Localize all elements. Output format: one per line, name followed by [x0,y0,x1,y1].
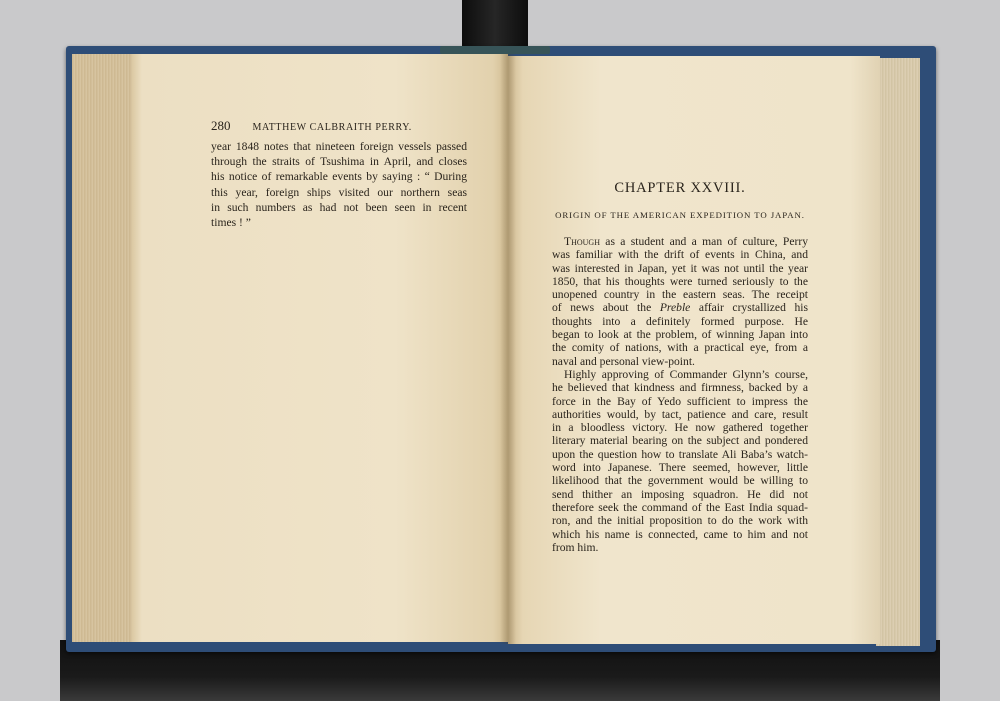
text-line: the comity of nations, with a practical eye, from a [552,341,808,355]
left-page-text [211,139,467,230]
italic-ship-name: Preble [659,301,691,315]
text-line: ron, and the initial proposition to do the work with [552,514,808,528]
text-line: upon the question how to translate Ali Baba’s watch- [552,447,808,461]
text-line: in a bloodless victory. He now gathered together [552,421,808,435]
right-page-edges [876,58,920,646]
text-line: in such numbers as had not been seen in recent [211,200,467,214]
right-page-text [552,235,808,554]
text-line: authorities would, by tact, patience and care, result [552,407,808,421]
text-line: year 1848 notes that nineteen foreign vessels passed [211,140,467,153]
text-line: naval and personal view-point. [552,354,695,368]
text-line: likelihood that the government would be willing to [552,474,808,488]
page-number: 280 [211,118,231,133]
spine-stitching [440,46,550,54]
text-line: thoughts into a definitely formed purpose. He [552,314,808,328]
text-line: was interested in Japan, yet it was not until the year [552,261,808,275]
text-line: send thither an imposing squadron. He did not [552,487,808,501]
text-line: force in the Bay of Yedo sufficient to impress the [552,394,808,408]
chapter-subtitle: ORIGIN OF THE AMERICAN EXPEDITION TO JAPAN. [555,210,805,220]
text-line: Though as a student and a man of culture, Perry [564,235,808,248]
text-line: times ! ” [211,216,251,230]
text-line: Highly approving of Commander Glynn’s course, [564,367,808,381]
text-line: therefore seek the command of the East India squad- [552,500,808,514]
text-line: of news about the Preble affair crystallized his [552,301,808,315]
text-line: his notice of remarkable events by saying : “ During [211,170,467,184]
running-head-title: MATTHEW CALBRAITH PERRY. [252,122,412,133]
left-page-edges [72,54,140,642]
text-line: which his name is connected, came to him and not [552,527,808,541]
text-line: 1850, that his thoughts were turned seriously to the [552,274,808,288]
text-line: unopened country in the eastern seas. The receipt [552,288,808,302]
text-line: he believed that kindness and firmness, backed by a [552,381,808,395]
text-line: from him. [552,540,599,554]
drop-word: Though [564,235,600,248]
text-line: was familiar with the drift of events in China, and [552,248,808,262]
text-line: literary material bearing on the subject and pondered [552,434,808,448]
text-line: through the straits of Tsushima in April, and closes [211,155,467,169]
text-line: word into Japanese. There seemed, however, little [552,461,808,475]
text-line: this year, foreign ships visited our northern seas [211,185,467,199]
chapter-title: CHAPTER XXVIII. [614,180,746,196]
book-gutter [500,54,516,644]
running-head [211,118,471,134]
text-line: began to look at the problem, of winning Japan into [552,328,808,342]
